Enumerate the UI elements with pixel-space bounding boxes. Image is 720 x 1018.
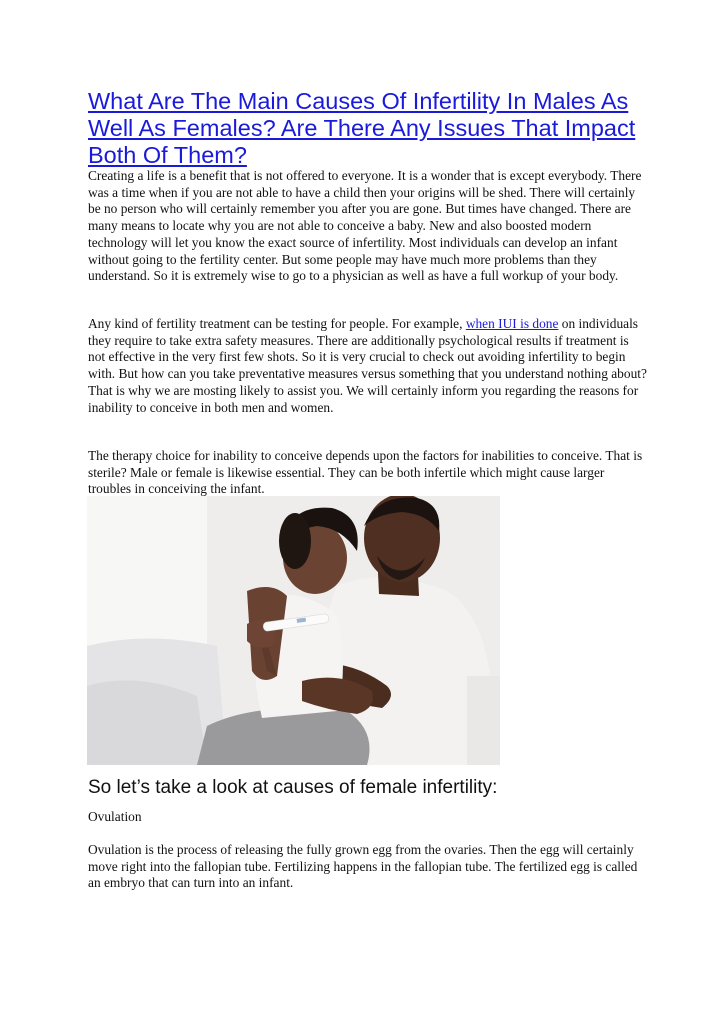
paragraph-intro: Creating a life is a benefit that is not offered to everyone. It is a wonder that is except everybody. There was a time when if you are not able to have a child then your origins will be shed. There will certainly be no person who will certainly remember you after you are gone. But times have changed. There are many means to locate why you are not able to conceive a baby. New and also boosted modern technology will let you know the exact source of infertility. Most individuals can develop an infant without going to the fertility center. But some people may have much more problems than they understand. So it is extremely wise to go to a physician as well as have a full workup of your body. (88, 168, 642, 284)
paragraph-therapy: The therapy choice for inability to conceive depends upon the factors for inabilities to conceive. That is sterile? Male or female is likewise essential. They can be both infertile which might cause larger troubles in conceiving the infant. (88, 448, 643, 497)
couple-pregnancy-test-photo (87, 496, 500, 765)
iui-link[interactable]: when IUI is done (465, 316, 559, 331)
paragraph-treatment (88, 316, 648, 416)
subheading-ovulation: Ovulation (88, 809, 142, 824)
paragraph-ovulation: Ovulation is the process of releasing the fully grown egg from the ovaries. Then the egg will certainly move right into the fallopian tube. Fertilizing happens in the fallopian tube. The fertilized egg is called an embryo that can turn into an infant. (88, 842, 638, 891)
paragraph-treatment-text-start: Any kind of fertility treatment can be testing for people. For example, (88, 316, 466, 331)
paragraph-treatment-text-end: on individuals they require to take extra safety measures. There are additionally psychological results if treatment is not effective in the very first few shots. So it is very crucial to check out avoiding infertility to begin with. But how can you take preventative measures versus something that you understand nothing about? That is why we are mosting likely to assist you. We will certainly inform you regarding the reasons for inability to conceive in both men and women. (88, 316, 647, 415)
article-title-link[interactable]: What Are The Main Causes Of Infertility In Males As Well As Females? Are There Any Issues That Impact Both Of Them? (88, 88, 636, 168)
section-heading-female-infertility: So let’s take a look at causes of female infertility: (88, 777, 498, 798)
